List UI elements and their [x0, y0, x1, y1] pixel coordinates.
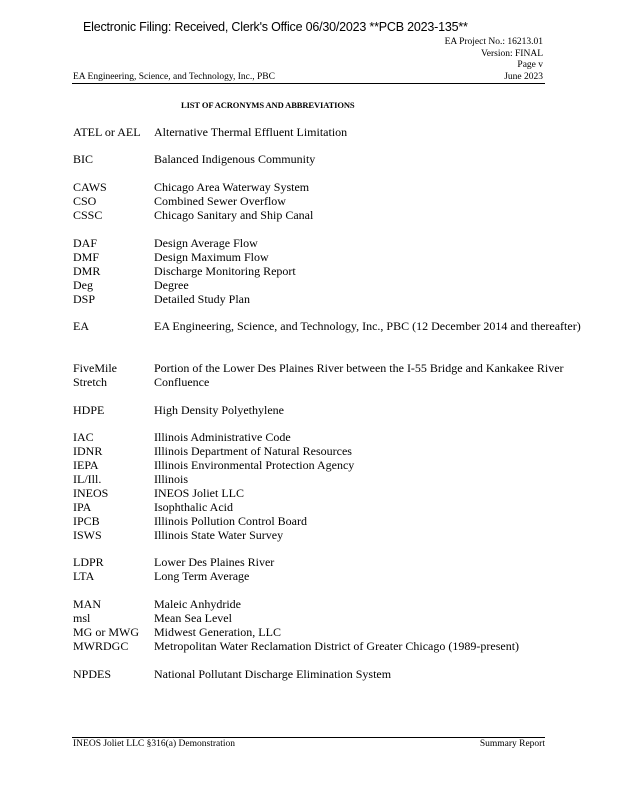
acronym-definition: Alternative Thermal Effluent Limitation	[154, 125, 348, 139]
page-title: LIST OF ACRONYMS AND ABBREVIATIONS	[181, 100, 355, 110]
header-info	[445, 37, 543, 83]
acronym-abbreviation: FiveMile Stretch	[73, 361, 117, 389]
acronym-definition: Illinois Administrative Code	[154, 430, 291, 444]
page-number: Page v	[517, 60, 543, 71]
acronym-abbreviation: DMF	[73, 250, 100, 264]
acronym-definition: INEOS Joliet LLC	[154, 486, 244, 500]
acronym-abbreviation: MAN	[73, 597, 102, 611]
acronym-abbreviation: IPA	[73, 500, 92, 514]
acronym-abbreviation: EA	[73, 319, 89, 333]
acronym-abbreviation: CAWS	[73, 180, 107, 194]
acronym-definition: Design Maximum Flow	[154, 250, 269, 264]
acronym-abbreviation: ATEL or AEL	[73, 125, 141, 139]
acronym-abbreviation: BIC	[73, 152, 94, 166]
acronym-abbreviation: IDNR	[73, 444, 103, 458]
acronym-definition: Midwest Generation, LLC	[154, 625, 281, 639]
acronym-definition: Combined Sewer Overflow	[154, 194, 286, 208]
acronym-abbreviation: NPDES	[73, 667, 112, 681]
acronym-abbreviation: MG or MWG	[73, 625, 139, 639]
acronym-definition: Lower Des Plaines River	[154, 555, 275, 569]
acronym-definition: Illinois	[154, 472, 189, 486]
acronym-definition: Degree	[154, 278, 189, 292]
acronym-definition: Long Term Average	[154, 569, 250, 583]
acronym-abbreviation: Deg	[73, 278, 93, 292]
acronym-definition: Illinois Department of Natural Resources	[154, 444, 352, 458]
footer-rule	[72, 737, 545, 738]
acronym-definition: Mean Sea Level	[154, 611, 232, 625]
acronym-definition: National Pollutant Discharge Elimination System	[154, 667, 392, 681]
acronym-definition: Illinois Environmental Protection Agency	[154, 458, 355, 472]
acronym-abbreviation: IL/Ill.	[73, 472, 102, 486]
header-company: EA Engineering, Science, and Technology, Inc., PBC	[73, 72, 275, 82]
version-label: Version: FINAL	[480, 48, 543, 59]
acronym-definition: Chicago Area Waterway System	[154, 180, 310, 194]
acronym-definition: Maleic Anhydride	[154, 597, 241, 611]
filing-stamp: Electronic Filing: Received, Clerk's Office 06/30/2023 **PCB 2023-135**	[83, 20, 468, 34]
acronym-definition: Illinois Pollution Control Board	[154, 514, 308, 528]
acronym-definition: Balanced Indigenous Community	[154, 152, 316, 166]
acronym-abbreviation: INEOS	[73, 486, 109, 500]
acronym-definition: Isophthalic Acid	[154, 500, 233, 514]
acronym-abbreviation: HDPE	[73, 403, 105, 417]
footer-report: Summary Report	[479, 739, 545, 749]
acronym-definition: Metropolitan Water Reclamation District of Greater Chicago (1989-present)	[154, 639, 520, 653]
header-date: June 2023	[504, 71, 543, 82]
acronym-abbreviation: CSSC	[73, 208, 103, 222]
acronym-abbreviation: LDPR	[73, 555, 104, 569]
header-rule	[72, 83, 545, 84]
acronym-abbreviation: ISWS	[73, 528, 102, 542]
acronym-definition: High Density Polyethylene	[154, 403, 284, 417]
acronym-abbreviation: CSO	[73, 194, 97, 208]
acronym-abbreviation: MWRDGC	[73, 639, 129, 653]
acronym-abbreviation: DMR	[73, 264, 101, 278]
acronym-definition: EA Engineering, Science, and Technology, Inc., PBC (12 December 2014 and thereafter)	[154, 319, 581, 333]
acronym-abbreviation: IEPA	[73, 458, 99, 472]
acronym-abbreviation: LTA	[73, 569, 95, 583]
acronym-abbreviation: IPCB	[73, 514, 100, 528]
project-number: EA Project No.: 16213.01	[444, 37, 543, 47]
acronym-definition: Design Average Flow	[154, 236, 258, 250]
acronym-definition: Illinois State Water Survey	[154, 528, 284, 542]
acronym-definition: Chicago Sanitary and Ship Canal	[154, 208, 314, 222]
acronym-definition: Detailed Study Plan	[154, 292, 250, 306]
acronym-abbreviation: DAF	[73, 236, 98, 250]
acronym-abbreviation: IAC	[73, 430, 94, 444]
footer-document: INEOS Joliet LLC §316(a) Demonstration	[73, 739, 236, 749]
acronym-definition: Portion of the Lower Des Plaines River between the I-55 Bridge and Kankakee River Confluence	[154, 361, 564, 389]
acronym-abbreviation: DSP	[73, 292, 96, 306]
acronym-definition: Discharge Monitoring Report	[154, 264, 296, 278]
acronym-abbreviation: msl	[73, 611, 91, 625]
